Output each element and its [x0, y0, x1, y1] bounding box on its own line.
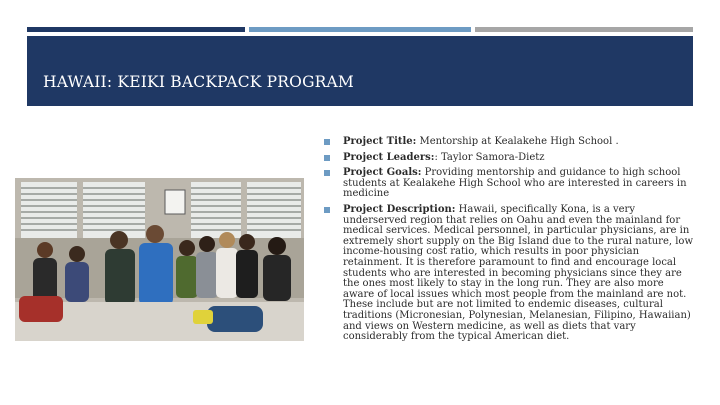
bullet-project-goals: [323, 168, 693, 200]
bullet-text: Mentorship at Kealakehe High School .: [416, 136, 619, 147]
group-photo-illustration: [15, 178, 304, 341]
bullet-text: Hawaii, specifically Kona, is a very underserved region that relies on Oahu and even the mainland for medical services. Medical personnel, in particular physicians, are in extremely short supply on the Big Island due to the rural nature, low income-housing cost ratio, which results in poor physician retainment. It is therefore paramount to find and encourage local students who are interested in becoming physicians since they are the ones most likely to stay in the long run. They are also more aware of local issues which most people from the mainland are not. These include but are not limited to endemic diseases, cultural traditions (Micronesian, Polynesian, Melanesian, Filipino, Hawaiian) and views on Western medicine, as well as diets that vary considerably from the typical American diet.: [343, 203, 694, 343]
bullet-square-icon: [324, 207, 330, 213]
bullet-square-icon: [324, 139, 330, 145]
accent-bar-blue: [249, 27, 471, 32]
accent-bar-gray: [475, 27, 693, 32]
slide-title: HAWAII: KEIKI BACKPACK PROGRAM: [43, 73, 354, 91]
bullet-square-icon: [324, 170, 330, 176]
bullet-project-leaders: [323, 153, 693, 164]
bullet-project-title: [323, 137, 693, 148]
bullet-label: Project Title:: [343, 136, 417, 147]
bullet-text: Providing mentorship and guidance to high school students at Kealakehe High School who are interested in careers in medicine: [343, 167, 687, 200]
project-details-list: [323, 137, 693, 348]
bullet-label: Project Goals:: [343, 167, 422, 179]
bullet-square-icon: [324, 155, 330, 161]
bullet-label: Project Leaders:: [343, 151, 435, 163]
accent-bar-dark: [27, 27, 245, 32]
group-photo: [15, 178, 304, 341]
bullet-project-description: [323, 205, 693, 343]
bullet-text: : Taylor Samora-Dietz: [434, 151, 545, 163]
title-band: [27, 36, 693, 106]
bullet-label: Project Description:: [343, 203, 456, 215]
